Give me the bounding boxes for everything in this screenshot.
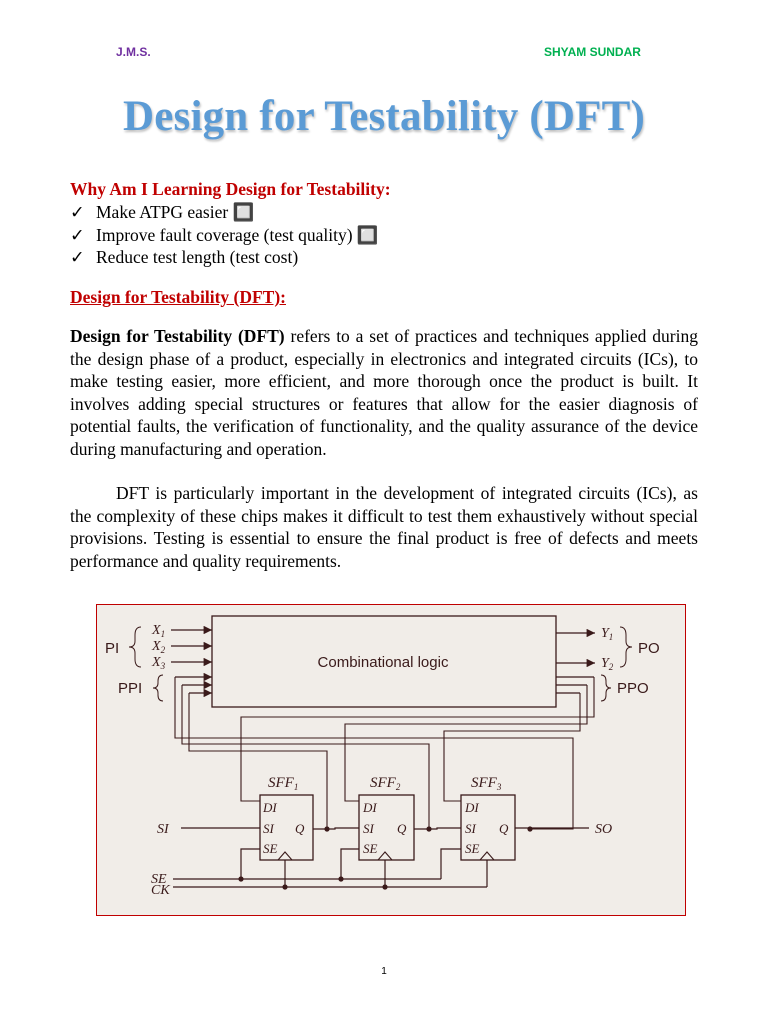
x2-label: $X_2$: [152, 639, 166, 655]
sff3-label: $SFF_3$: [471, 775, 502, 792]
combinational-logic-label: Combinational logic: [317, 654, 449, 671]
sff1-di: DI: [263, 800, 277, 815]
sff3-q: Q: [499, 821, 509, 836]
so-output-label: SO: [595, 822, 613, 837]
sff2-q: Q: [397, 821, 407, 836]
list-item-text: Improve fault coverage (test quality) 🔲: [96, 224, 379, 245]
junction-dot: [426, 826, 431, 831]
y2-label: $Y_2$: [601, 656, 614, 672]
pi-label: PI: [105, 640, 120, 657]
ppi-label: PPI: [118, 680, 143, 697]
page-number: 1: [381, 966, 387, 977]
junction-dot: [382, 884, 387, 889]
scan-chain-svg: [97, 605, 684, 914]
paragraph-body: DFT is particularly important in the development of integrated circuits (ICs), as the complexity of these chips makes it difficult to test them exhaustively without special provisions. Testing is essential to ensure the final product is free of defects and meets performance and quality requirements.: [70, 483, 698, 571]
list-item-text: Make ATPG easier 🔲: [96, 202, 255, 222]
list-item: [70, 224, 379, 247]
y1-label: $Y_1$: [601, 626, 614, 642]
x3-label: $X_3$: [152, 655, 166, 671]
header-author-name: SHYAM SUNDAR: [544, 45, 641, 59]
sff1-q: Q: [295, 821, 305, 836]
sff3-di: DI: [465, 800, 479, 815]
junction-dot: [527, 826, 532, 831]
checkmark-icon: ✓: [70, 224, 85, 245]
section-heading: Design for Testability (DFT):: [70, 287, 286, 307]
list-item-text: Reduce test length (test cost): [96, 247, 299, 267]
sff1-label: $SFF_1$: [268, 775, 299, 792]
why-heading: Why Am I Learning Design for Testability:: [70, 179, 391, 199]
x1-label: $X_1$: [152, 623, 166, 639]
si-input-label: SI: [157, 822, 169, 837]
sff1-si: SI: [263, 821, 274, 836]
checkmark-icon: ✓: [70, 202, 85, 222]
reasons-list: [70, 201, 379, 269]
scan-chain-diagram: [96, 604, 686, 916]
checkmark-icon: ✓: [70, 247, 85, 267]
header-author-initials: J.M.S.: [116, 45, 151, 59]
page-title: Design for Testability (DFT): [122, 93, 646, 140]
sff1-se: SE: [263, 841, 278, 856]
paragraph-body: refers to a set of practices and techniques applied during the design phase of a product, especially in electronics and integrated circuits (ICs), to make testing easier, more efficient, and more thorough once the product is built. It involves adding special structures or features that allow for the easier diagnosis of potential faults, the verification of functionality, and the quality assurance of the device during manufacturing and operation.: [70, 326, 698, 459]
po-label: PO: [638, 640, 660, 657]
junction-dot: [282, 884, 287, 889]
se-input-label: SE: [151, 872, 167, 887]
paragraph-term: Design for Testability (DFT): [70, 326, 285, 346]
sff2-si: SI: [363, 821, 374, 836]
junction-dot: [238, 876, 243, 881]
sff3-si: SI: [465, 821, 476, 836]
list-item: [70, 246, 379, 269]
sff3-se: SE: [465, 841, 480, 856]
list-item: [70, 201, 379, 224]
ppo-label: PPO: [617, 680, 649, 697]
paragraph-importance: [70, 482, 698, 572]
sff2-di: DI: [363, 800, 377, 815]
ck-input-label: CK: [151, 883, 170, 898]
sff2-se: SE: [363, 841, 378, 856]
sff2-label: $SFF_2$: [370, 775, 401, 792]
junction-dot: [324, 826, 329, 831]
junction-dot: [338, 876, 343, 881]
paragraph-definition: [70, 325, 698, 460]
